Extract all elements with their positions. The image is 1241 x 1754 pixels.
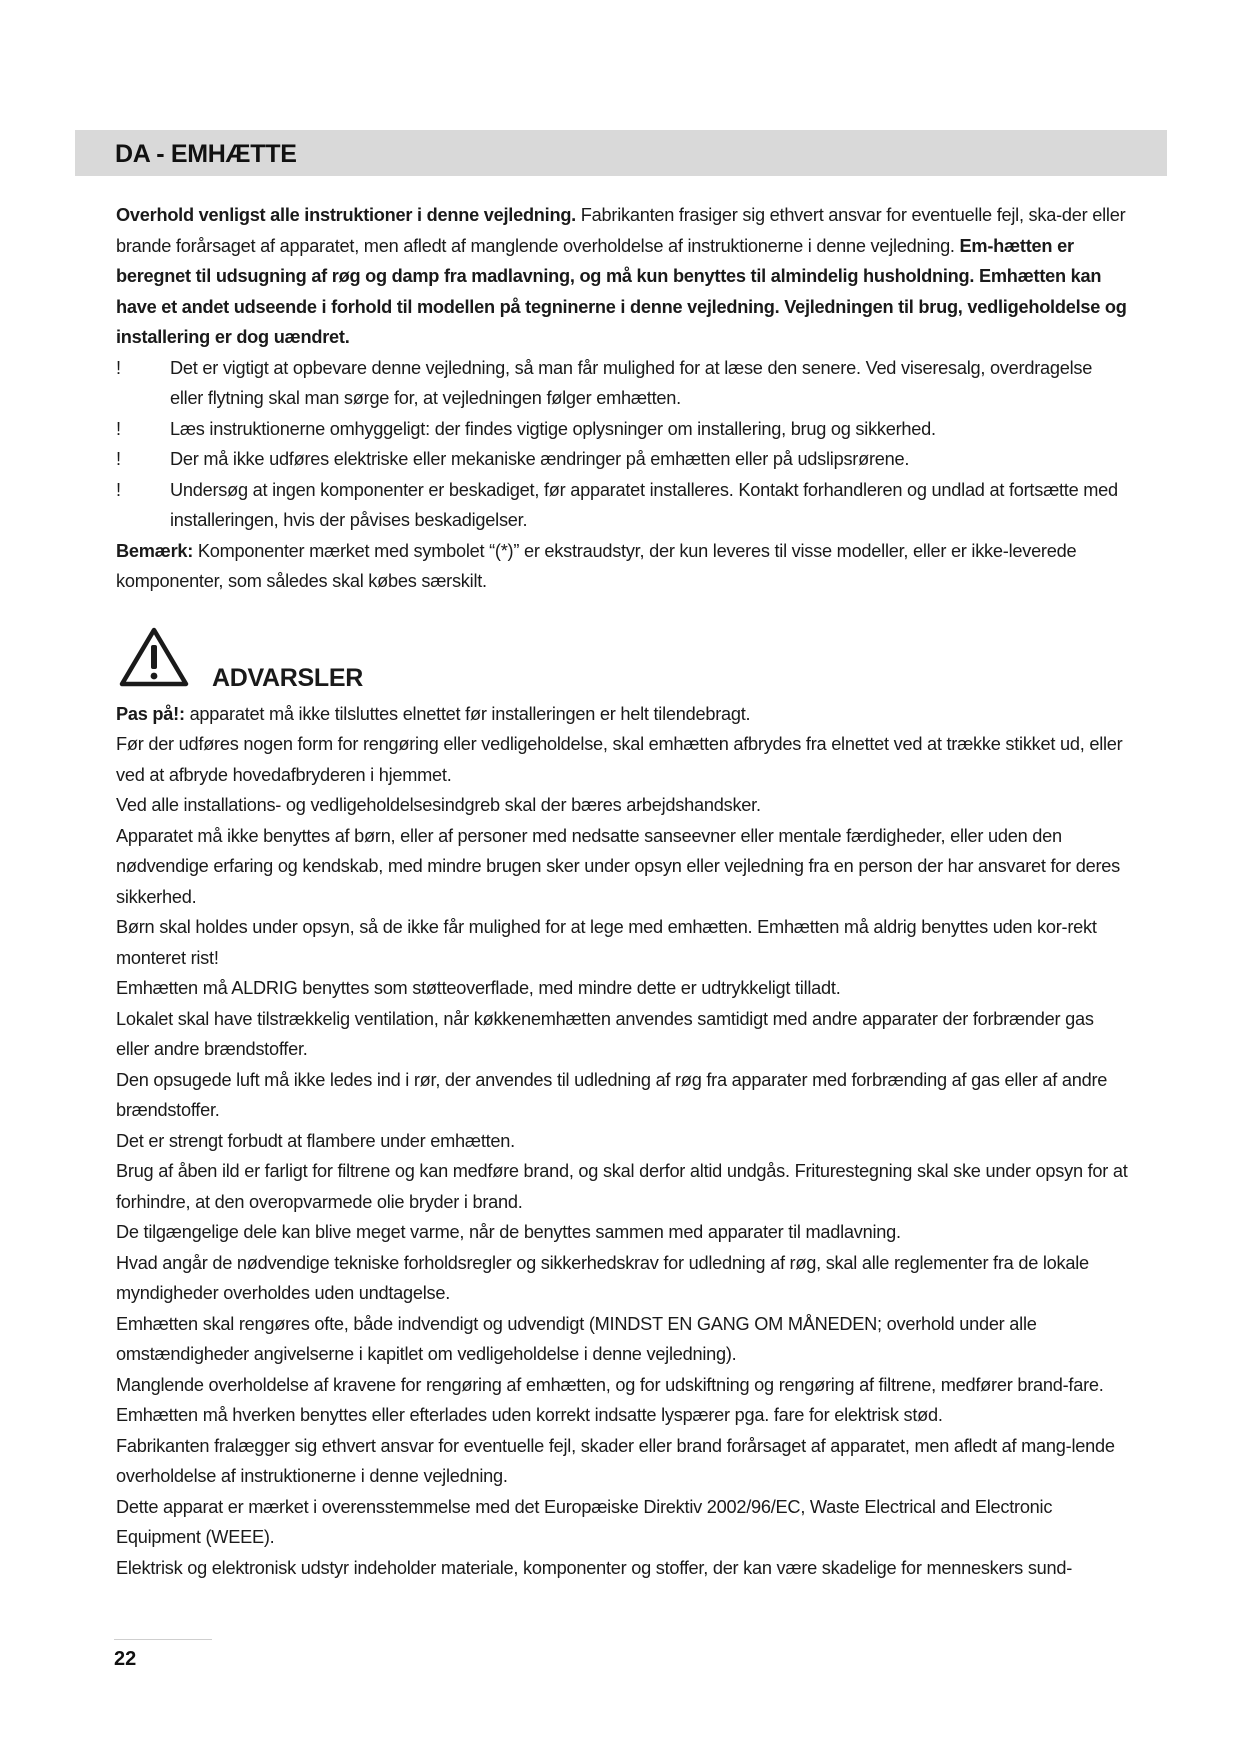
safety-bullet-list bbox=[116, 353, 1128, 536]
warning-item: Emhætten skal rengøres ofte, både indvendigt og udvendigt (MINDST EN GANG OM MÅNEDEN; overhold under alle omstændigheder angivelserne i kapitlet om vedligeholdelse i denne vejledning). bbox=[116, 1313, 1037, 1364]
warning-item: Brug af åben ild er farligt for filtrene og kan medføre brand, og skal derfor altid undgås. Friturestegning skal ske under opsyn for at forhindre, at den overopvarmede olie bryder i brand. bbox=[116, 1161, 1128, 1212]
footer-divider bbox=[114, 1639, 212, 1640]
list-item bbox=[116, 475, 1128, 536]
warnings-list bbox=[116, 699, 1128, 1584]
list-item bbox=[116, 414, 1128, 445]
note-label: Bemærk: bbox=[116, 540, 194, 561]
warning-item: De tilgængelige dele kan blive meget varme, når de benyttes sammen med apparater til madlavning. bbox=[116, 1222, 901, 1242]
warning-item: Før der udføres nogen form for rengøring eller vedligeholdelse, skal emhætten afbrydes fra elnettet ved at trække stikket ud, eller ved at afbryde hovedafbryderen i hjemmet. bbox=[116, 734, 1123, 785]
page-number: 22 bbox=[114, 1648, 137, 1670]
warning-item: Lokalet skal have tilstrækkelig ventilation, når køkkenemhætten anvendes samtidigt med andre apparater der forbrænder gas eller andre brændstoffer. bbox=[116, 1008, 1094, 1059]
intro-lead-regular: Fabrikanten frasiger sig ethvert ansvar for eventuelle fejl, ska-der eller brande forårsaget af apparatet, men afledt af manglende overholdelse af instruktionerne i denne vejledning. bbox=[116, 205, 1126, 256]
caution-text: apparatet må ikke tilsluttes elnettet før installeringen er helt tilendebragt. bbox=[184, 703, 751, 724]
note-text: Komponenter mærket med symbolet “(*)” er ekstraudstyr, der kun leveres til visse modeller, eller er ikke-leverede komponenter, som således skal købes særskilt. bbox=[116, 540, 1077, 591]
warning-item bbox=[116, 699, 1128, 730]
intro-lead-bold: Overhold venligst alle instruktioner i denne vejledning. bbox=[116, 205, 576, 225]
warning-item: Manglende overholdelse af kravene for rengøring af emhætten, og for udskiftning og rengøring af filtrene, medfører brand-fare. bbox=[116, 1374, 1104, 1395]
intro-paragraph bbox=[116, 200, 1128, 353]
exclamation-mark: ! bbox=[116, 479, 121, 500]
warning-item: Ved alle installations- og vedligeholdelsesindgreb skal der bæres arbejdshandsker. bbox=[116, 795, 761, 815]
list-item-text: Der må ikke udføres elektriske eller mekaniske ændringer på emhætten eller på udslipsrørene. bbox=[170, 449, 910, 469]
warning-item: Emhætten må hverken benyttes eller efterlades uden korrekt indsatte lyspærer pga. fare for elektrisk stød. bbox=[116, 1405, 943, 1425]
exclamation-mark: ! bbox=[116, 449, 121, 469]
list-item-text: Undersøg at ingen komponenter er beskadiget, før apparatet installeres. Kontakt forhandleren og undlad at fortsætte med installeringen, hvis der påvises beskadigelser. bbox=[170, 479, 1118, 530]
warnings-title: ADVARSLER bbox=[212, 663, 364, 692]
warning-item: Apparatet må ikke benyttes af børn, eller af personer med nedsatte sanseevner eller mentale færdigheder, eller uden den nødvendige erfaring og kendskab, med mindre brugen sker under opsyn eller vejledning fra en person der har ansvaret for deres sikkerhed. bbox=[116, 825, 1121, 907]
document-body bbox=[116, 200, 1128, 1583]
list-item-text: Læs instruktionerne omhyggeligt: der findes vigtige oplysninger om installering, brug og sikkerhed. bbox=[170, 418, 936, 439]
exclamation-mark: ! bbox=[116, 357, 121, 378]
intro-tail-bold: Em-hætten er beregnet til udsugning af røg og damp fra madlavning, og må kun benyttes til almindelig husholdning. Emhætten kan have et andet udseende i forhold til modellen på tegninerne i denne vejledning. Vejledningen til brug, vedligeholdelse og installering er dog uændret. bbox=[116, 235, 1127, 347]
warning-item: Dette apparat er mærket i overensstemmelse med det Europæiske Direktiv 2002/96/EC, Waste Electrical and Electronic Equipment (WEEE). bbox=[116, 1496, 1053, 1547]
exclamation-mark: ! bbox=[116, 418, 121, 439]
warning-item: Børn skal holdes under opsyn, så de ikke får mulighed for at lege med emhætten. Emhætten må aldrig benyttes uden kor-rekt monteret rist! bbox=[116, 917, 1097, 968]
warning-item: Hvad angår de nødvendige tekniske forholdsregler og sikkerhedskrav for udledning af røg, skal alle reglementer fra de lokale myndigheder overholdes uden undtagelse. bbox=[116, 1252, 1089, 1303]
warning-item: Emhætten må ALDRIG benyttes som støtteoverflade, med mindre dette er udtrykkeligt tilladt. bbox=[116, 978, 841, 998]
section-header bbox=[75, 130, 1167, 176]
list-item bbox=[116, 353, 1128, 414]
warning-item: Den opsugede luft må ikke ledes ind i rør, der anvendes til udledning af røg fra apparater med forbrænding af gas eller af andre brændstoffer. bbox=[116, 1069, 1108, 1120]
warning-item: Fabrikanten fralægger sig ethvert ansvar for eventuelle fejl, skader eller brand forårsaget af apparatet, men afledt af mang-lende overholdelse af instruktionerne i denne vejledning. bbox=[116, 1435, 1115, 1486]
warning-item: Elektrisk og elektronisk udstyr indeholder materiale, komponenter og stoffer, der kan være skadelige for menneskers sund- bbox=[116, 1557, 1073, 1578]
warnings-heading bbox=[116, 623, 1128, 699]
section-title: DA - EMHÆTTE bbox=[115, 140, 297, 168]
list-item bbox=[116, 444, 1128, 475]
list-item-text: Det er vigtigt at opbevare denne vejledning, så man får mulighed for at læse den senere. Ved viseresalg, overdragelse eller flytning skal man sørge for, at vejledningen følger emhætten. bbox=[170, 357, 1093, 408]
warning-item: Det er strengt forbudt at flambere under emhætten. bbox=[116, 1130, 515, 1151]
warning-triangle-icon bbox=[118, 625, 190, 689]
note-paragraph bbox=[116, 536, 1128, 597]
caution-label: Pas på!: bbox=[116, 703, 185, 724]
